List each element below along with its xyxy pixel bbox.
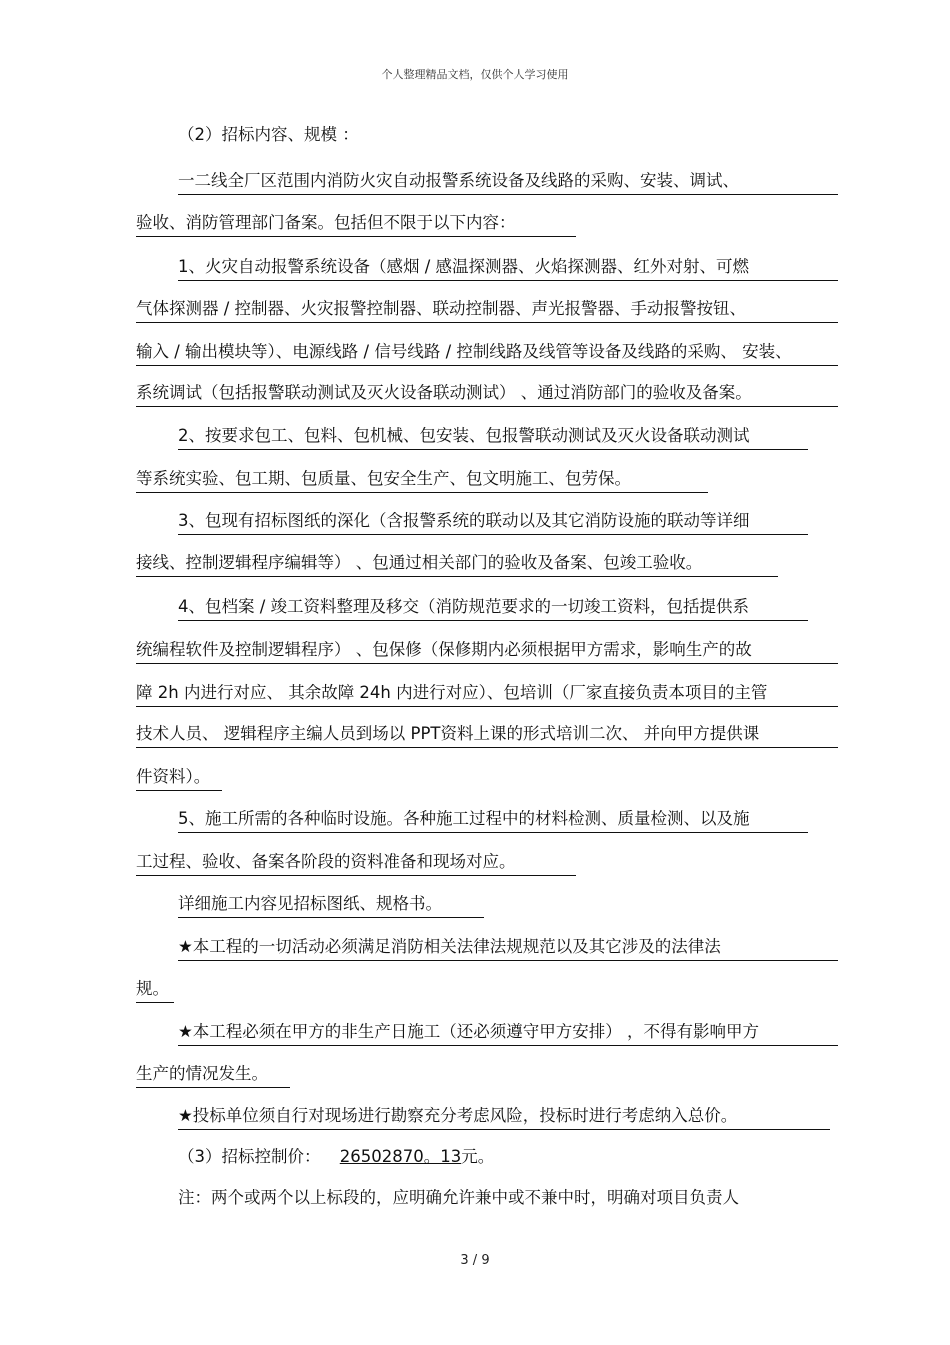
underline-rule bbox=[178, 1129, 830, 1130]
underline-rule bbox=[136, 322, 838, 323]
underline-rule bbox=[178, 280, 838, 281]
text-line: 输入 / 输出模块等）、电源线路 / 信号线路 / 控制线路及线管等设备及线路的采购、 安装、 bbox=[136, 342, 792, 361]
text-line: 规。 bbox=[136, 979, 169, 998]
underline-rule bbox=[178, 534, 808, 535]
control-price-line bbox=[178, 1146, 494, 1168]
text-line: 4、包档案 / 竣工资料整理及移交（消防规范要求的一切竣工资料，包括提供系 bbox=[178, 597, 750, 616]
text-line: 气体探测器 / 控制器、火灾报警控制器、联动控制器、声光报警器、手动报警按钮、 bbox=[136, 299, 747, 318]
page-number: 3 / 9 bbox=[460, 1253, 490, 1268]
text-line: 1、火灾自动报警系统设备（感烟 / 感温探测器、火焰探测器、红外对射、可燃 bbox=[178, 257, 750, 276]
text-line: 2、按要求包工、包料、包机械、包安装、包报警联动测试及灭火设备联动测试 bbox=[178, 426, 750, 445]
underline-rule bbox=[136, 747, 838, 748]
text-line: 统编程软件及控制逻辑程序） 、包保修（保修期内必须根据甲方需求，影响生产的故 bbox=[136, 640, 752, 659]
underline-rule bbox=[178, 960, 838, 961]
underline-rule bbox=[136, 406, 838, 407]
underline-rule bbox=[178, 832, 808, 833]
underline-rule bbox=[178, 194, 838, 195]
text-line: 技术人员、 逻辑程序主编人员到场以 PPT资料上课的形式培训二次、 并向甲方提供课 bbox=[136, 724, 760, 743]
text-line: 一二线全厂区范围内消防火灾自动报警系统设备及线路的采购、安装、调试、 bbox=[178, 171, 739, 190]
text-line: 3、包现有招标图纸的深化（含报警系统的联动以及其它消防设施的联动等详细 bbox=[178, 511, 750, 530]
control-price-label: （3）招标控制价： bbox=[178, 1147, 321, 1166]
text-line: 5、施工所需的各种临时设施。各种施工过程中的材料检测、质量检测、以及施 bbox=[178, 809, 750, 828]
text-line: ★本工程的一切活动必须满足消防相关法律法规规范以及其它涉及的法律法 bbox=[178, 937, 721, 956]
page-header: 个人整理精品文档，仅供个人学习使用 bbox=[381, 68, 569, 81]
underline-rule bbox=[136, 706, 838, 707]
underline-rule bbox=[178, 1045, 838, 1046]
text-line: 接线、控制逻辑程序编辑等） 、包通过相关部门的验收及备案、包竣工验收。 bbox=[136, 553, 703, 572]
underline-rule bbox=[136, 1087, 290, 1088]
underline-rule bbox=[136, 875, 576, 876]
text-line: ★投标单位须自行对现场进行勘察充分考虑风险，投标时进行考虑纳入总价。 bbox=[178, 1106, 738, 1125]
control-price-amount: 26502870。13 bbox=[339, 1147, 462, 1166]
underline-rule bbox=[136, 1002, 174, 1003]
text-line: 验收、消防管理部门备案。包括但不限于以下内容： bbox=[136, 213, 516, 232]
text-line: 生产的情况发生。 bbox=[136, 1064, 268, 1083]
underline-rule bbox=[136, 492, 708, 493]
note-line: 注：两个或两个以上标段的，应明确允许兼中或不兼中时，明确对项目负责人 bbox=[178, 1188, 739, 1207]
text-line: 详细施工内容见招标图纸、规格书。 bbox=[178, 894, 442, 913]
underline-rule bbox=[136, 365, 838, 366]
underline-rule bbox=[136, 576, 778, 577]
underline-rule bbox=[136, 663, 838, 664]
underline-rule bbox=[178, 449, 808, 450]
underline-rule bbox=[136, 236, 576, 237]
underline-rule bbox=[178, 620, 808, 621]
text-line: 等系统实验、包工期、包质量、包安全生产、包文明施工、包劳保。 bbox=[136, 469, 631, 488]
control-price-unit: 元。 bbox=[461, 1147, 495, 1166]
text-line: 件资料）。 bbox=[136, 767, 211, 786]
text-line: 系统调试（包括报警联动测试及灭火设备联动测试） 、通过消防部门的验收及备案。 bbox=[136, 383, 752, 402]
text-line: 障 2h 内进行对应、 其余故障 24h 内进行对应）、包培训（厂家直接负责本项目的主管 bbox=[136, 683, 768, 702]
text-line: 工过程、验收、备案各阶段的资料准备和现场对应。 bbox=[136, 852, 516, 871]
text-line: ★本工程必须在甲方的非生产日施工（还必须遵守甲方安排） ，不得有影响甲方 bbox=[178, 1022, 760, 1041]
underline-rule bbox=[136, 790, 222, 791]
text-line: （2）招标内容、规模 ： bbox=[178, 125, 359, 144]
underline-rule bbox=[178, 917, 484, 918]
